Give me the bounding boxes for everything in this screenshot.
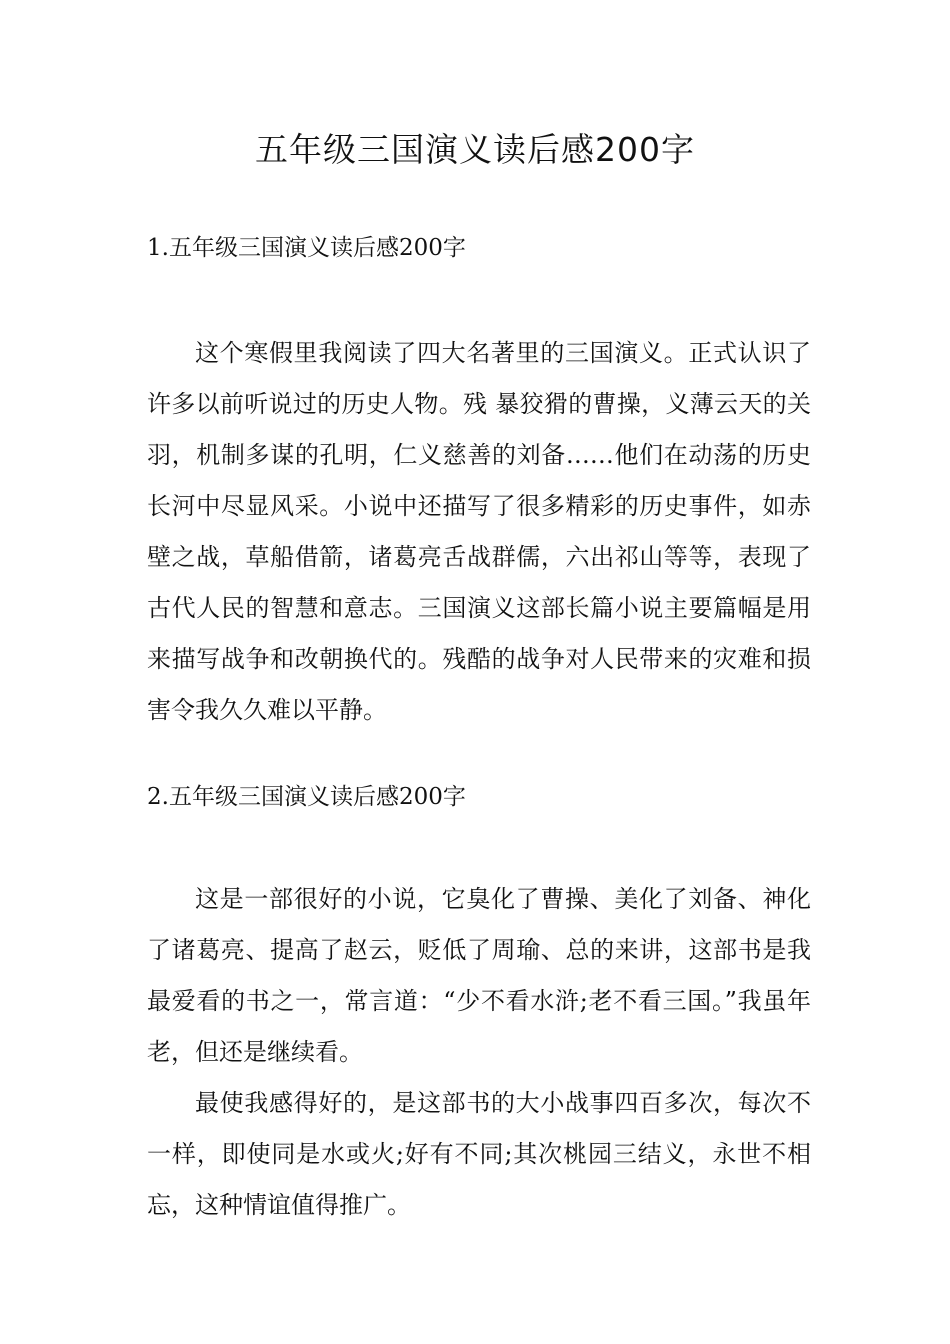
section-heading-1: 1.五年级三国演义读后感200字: [147, 235, 466, 261]
document-title: 五年级三国演义读后感200字: [255, 130, 695, 169]
section-2-paragraph-2: 最使我感得好的，是这部书的大小战事四百多次，每次不一样，即使同是水或火;好有不同;其次桃园三结义，永世不相忘，这种情谊值得推广。: [147, 1089, 811, 1219]
section-heading-2: 2.五年级三国演义读后感200字: [147, 784, 466, 810]
section-1-paragraph-1: 这个寒假里我阅读了四大名著里的三国演义。正式认识了许多以前听说过的历史人物。残 暴狡猾的曹操，义薄云天的关羽，机制多谋的孔明，仁义慈善的刘备……他们在动荡的历史长河中尽显风采。小说中还描写了很多精彩的历史事件，如赤壁之战，草船借箭，诸葛亮舌战群儒，六出祁山等等，表现了古代人民的智慧和意志。三国演义这部长篇小说主要篇幅是用来描写战争和改朝换代的。残酷的战争对人民带来的灾难和损害令我久久难以平静。: [147, 339, 811, 724]
section-2-paragraph-1: 这是一部很好的小说，它臭化了曹操、美化了刘备、神化了诸葛亮、提高了赵云，贬低了周瑜、总的来讲，这部书是我最爱看的书之一，常言道：“少不看水浒;老不看三国。”我虽年老，但还是继续看。: [147, 885, 811, 1066]
